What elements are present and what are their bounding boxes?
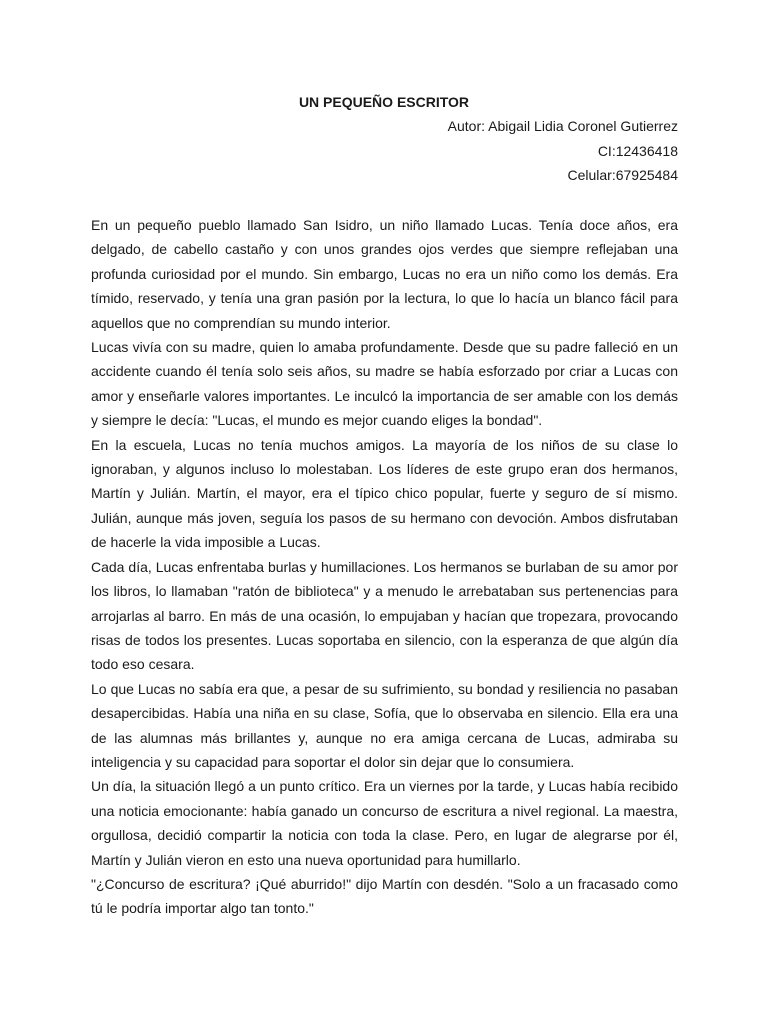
- story-body: [91, 213, 678, 921]
- paragraph: Lo que Lucas no sabía era que, a pesar de su sufrimiento, su bondad y resiliencia no pasaban desapercibidas. Había una niña en su clase, Sofía, que lo observaba en silencio. Ella era una de las alumnas más brillantes y, aunque no era amiga cercana de Lucas, admiraba su inteligencia y su capacidad para soportar el dolor sin dejar que lo consumiera.: [91, 680, 678, 770]
- paragraph: En la escuela, Lucas no tenía muchos amigos. La mayoría de los niños de su clase lo ignoraban, y algunos incluso lo molestaban. Los líderes de este grupo eran dos hermanos, Martín y Julián. Martín, el mayor, era el típico chico popular, fuerte y seguro de sí mismo. Julián, aunque más joven, seguía los pasos de su hermano con devoción. Ambos disfrutaban de hacerle la vida imposible a Lucas.: [91, 436, 678, 551]
- paragraph: "¿Concurso de escritura? ¡Qué aburrido!" dijo Martín con desdén. "Solo a un fracasado como tú le podría importar algo tan tonto.": [91, 875, 678, 917]
- paragraph: Un día, la situación llegó a un punto crítico. Era un viernes por la tarde, y Lucas había recibido una noticia emocionante: había ganado un concurso de escritura a nivel regional. La maestra, orgullosa, decidió compartir la noticia con toda la clase. Pero, en lugar de alegrarse por él, Martín y Julián vieron en esto una nueva oportunidad para humillarlo.: [91, 778, 678, 868]
- paragraph: Lucas vivía con su madre, quien lo amaba profundamente. Desde que su padre falleció en un accidente cuando él tenía solo seis años, su madre se había esforzado por criar a Lucas con amor y enseñarle valores importantes. Le inculcó la importancia de ser amable con los demás y siempre le decía: "Lucas, el mundo es mejor cuando eliges la bondad".: [91, 339, 678, 429]
- ci-line: CI:12436418: [597, 143, 678, 159]
- paragraph: Cada día, Lucas enfrentaba burlas y humillaciones. Los hermanos se burlaban de su amor por los libros, lo llamaban "ratón de biblioteca" y a menudo le arrebataban sus pertenencias para arrojarlas al barro. En más de una ocasión, lo empujaban y hacían que tropezara, provocando risas de todos los presentes. Lucas soportaba en silencio, con la esperanza de que algún día todo eso cesara.: [91, 558, 678, 673]
- paragraph: En un pequeño pueblo llamado San Isidro, un niño llamado Lucas. Tenía doce años, era delgado, de cabello castaño y con unos grandes ojos verdes que siempre reflejaban una profunda curiosidad por el mundo. Sin embargo, Lucas no era un niño como los demás. Era tímido, reservado, y tenía una gran pasión por la lectura, lo que lo hacía un blanco fácil para aquellos que no comprendían su mundo interior.: [91, 217, 678, 331]
- phone-line: Celular:67925484: [567, 167, 678, 183]
- document-title: UN PEQUEÑO ESCRITOR: [298, 94, 470, 110]
- author-line: Autor: Abigail Lidia Coronel Gutierrez: [447, 118, 678, 134]
